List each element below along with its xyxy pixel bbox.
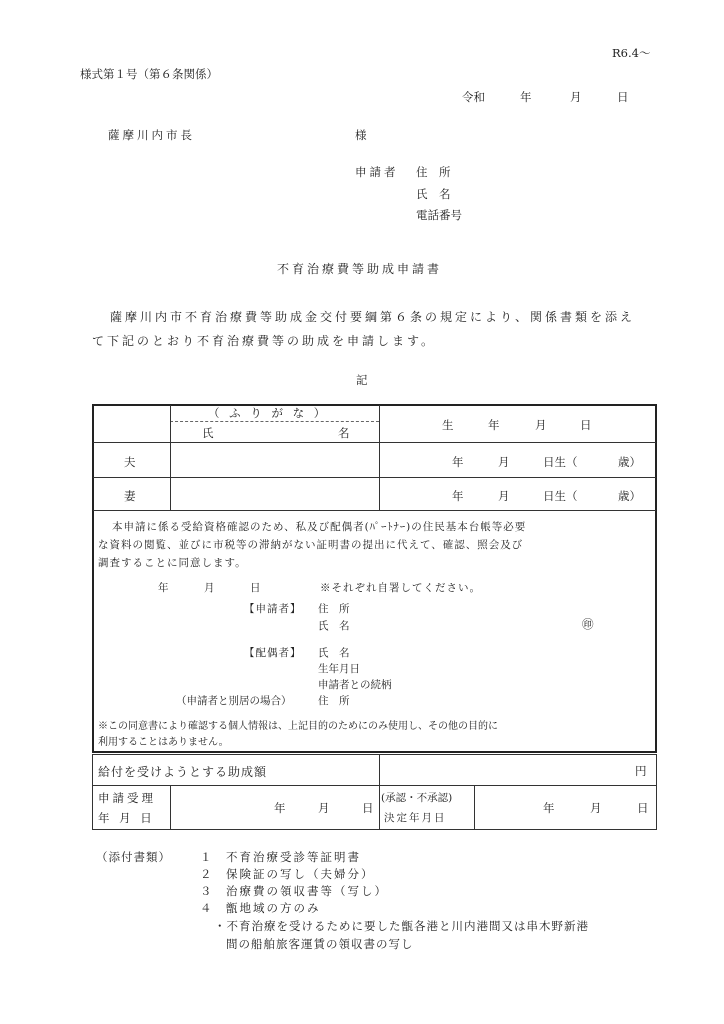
document-title: 不育治療費等助成申請書 bbox=[277, 262, 443, 276]
attachment-num: ４ bbox=[200, 901, 212, 915]
birth-header-sei: 生 bbox=[442, 418, 454, 432]
attachment-num: １ bbox=[200, 850, 212, 864]
date-day: 日 bbox=[617, 90, 629, 104]
consent-line3: 調査することに同意します。 bbox=[98, 557, 247, 569]
date-year: 年 bbox=[520, 90, 532, 104]
husband-birth-day: 日生（ bbox=[543, 455, 578, 469]
table-line bbox=[92, 754, 657, 755]
husband-birth-year: 年 bbox=[452, 455, 464, 469]
seal-mark: ㊞ bbox=[582, 617, 594, 631]
applicant-address-label: 住 所 bbox=[416, 165, 451, 179]
consent-spouse-separate: （申請者と別居の場合） bbox=[176, 695, 292, 707]
wife-name-field[interactable] bbox=[172, 479, 377, 509]
grant-label: 給付を受けようとする助成額 bbox=[98, 765, 268, 779]
receipt-day: 日 bbox=[362, 801, 374, 815]
wife-birth-day: 日生（ bbox=[543, 489, 578, 503]
addressee-name: 薩摩川内市長 bbox=[108, 128, 195, 142]
table-line bbox=[93, 442, 656, 443]
consent-spouse-label: 【配偶者】 bbox=[244, 647, 302, 659]
table-line bbox=[170, 405, 171, 510]
grant-amount-field[interactable] bbox=[382, 756, 632, 784]
table-line bbox=[92, 785, 657, 786]
privacy-line2: 利用することはありません。 bbox=[98, 737, 229, 748]
receipt-label-2: 年 月 日 bbox=[98, 811, 155, 825]
husband-name-field[interactable] bbox=[172, 444, 377, 476]
attachment-item: 治療費の領収書等（写し） bbox=[226, 884, 388, 898]
wife-birth-year: 年 bbox=[452, 489, 464, 503]
attachment-sub-line2: 間の船舶旅客運賃の領収書の写し bbox=[226, 937, 414, 951]
decision-day: 日 bbox=[637, 801, 649, 815]
privacy-line1: ※この同意書により確認する個人情報は、上記目的のためにのみ使用し、その他の目的に bbox=[98, 721, 498, 732]
table-line bbox=[93, 510, 656, 511]
self-sign-note: ※それぞれ自署してください。 bbox=[320, 582, 481, 594]
attachment-item: 不育治療受診等証明書 bbox=[226, 850, 361, 864]
consent-applicant-label: 【申請者】 bbox=[244, 603, 302, 615]
attachment-item: 保険証の写し（夫婦分） bbox=[226, 867, 375, 881]
consent-applicant-name: 氏 名 bbox=[318, 620, 350, 632]
table-line bbox=[474, 785, 475, 829]
birth-header-day: 日 bbox=[580, 418, 592, 432]
decision-year: 年 bbox=[543, 801, 555, 815]
applicant-phone-label: 電話番号 bbox=[416, 208, 462, 222]
form-number: 様式第１号（第６条関係） bbox=[80, 67, 218, 81]
consent-spouse-address: 住 所 bbox=[318, 695, 350, 707]
consent-spouse-relation: 申請者との続柄 bbox=[318, 679, 392, 691]
attachment-num: ２ bbox=[200, 867, 212, 881]
addressee-honorific: 様 bbox=[355, 128, 367, 142]
applicant-name-label: 氏 名 bbox=[416, 187, 451, 201]
table-line bbox=[170, 785, 171, 829]
table-line bbox=[92, 754, 93, 829]
name-label-2: 名 bbox=[338, 426, 350, 440]
consent-applicant-address: 住 所 bbox=[318, 603, 350, 615]
husband-birth-month: 月 bbox=[498, 455, 510, 469]
consent-line1: 本申請に係る受給資格確認のため、私及び配偶者(ﾊﾟｰﾄﾅｰ)の住民基本台帳等必要 bbox=[112, 521, 527, 533]
date-month: 月 bbox=[570, 90, 582, 104]
attachment-num: ３ bbox=[200, 884, 212, 898]
husband-label: 夫 bbox=[124, 455, 136, 469]
decision-label-2: 決定年月日 bbox=[384, 812, 447, 824]
table-line bbox=[379, 754, 380, 829]
wife-birth-month: 月 bbox=[498, 489, 510, 503]
table-line bbox=[379, 405, 380, 510]
ki-heading: 記 bbox=[356, 373, 368, 387]
decision-month: 月 bbox=[590, 801, 602, 815]
consent-line2: な資料の閲覧、並びに市税等の滞納がない証明書の提出に代えて、確認、照会及び bbox=[98, 539, 524, 551]
attachment-item: 甑地域の方のみ bbox=[226, 901, 321, 915]
furigana-divider bbox=[170, 421, 379, 422]
husband-age: 歳） bbox=[618, 455, 641, 469]
consent-spouse-birth: 生年月日 bbox=[318, 663, 360, 675]
birth-header-year: 年 bbox=[488, 418, 500, 432]
table-line bbox=[93, 477, 656, 478]
applicant-label: 申請者 bbox=[355, 165, 399, 179]
consent-date-day: 日 bbox=[250, 582, 261, 594]
birth-header-month: 月 bbox=[535, 418, 547, 432]
receipt-year: 年 bbox=[274, 801, 286, 815]
furigana-label: （ ふ り が な ） bbox=[208, 406, 329, 420]
revision-note: R6.4～ bbox=[612, 46, 651, 60]
date-era: 令和 bbox=[462, 90, 485, 104]
grant-unit: 円 bbox=[635, 764, 647, 778]
consent-date-year: 年 bbox=[158, 582, 169, 594]
attachment-sub-line1: ・不育治療を受けるために要した甑各港と川内港間又は串木野新港 bbox=[214, 919, 589, 933]
attachments-label: （添付書類） bbox=[96, 850, 171, 864]
table-line bbox=[656, 754, 657, 829]
receipt-month: 月 bbox=[318, 801, 330, 815]
receipt-label-1: 申請受理 bbox=[98, 791, 156, 805]
decision-label-1: (承認・不承認) bbox=[381, 792, 453, 804]
body-text-line2: て下記のとおり不育治療費等の助成を申請します。 bbox=[92, 334, 437, 348]
consent-spouse-name: 氏 名 bbox=[318, 647, 350, 659]
consent-date-month: 月 bbox=[204, 582, 215, 594]
wife-label: 妻 bbox=[124, 489, 136, 503]
wife-age: 歳） bbox=[618, 489, 641, 503]
table-line bbox=[92, 829, 657, 830]
body-text-line1: 薩摩川内市不育治療費等助成金交付要綱第６条の規定により、関係書類を添え bbox=[110, 310, 636, 324]
name-label-1: 氏 bbox=[202, 426, 214, 440]
